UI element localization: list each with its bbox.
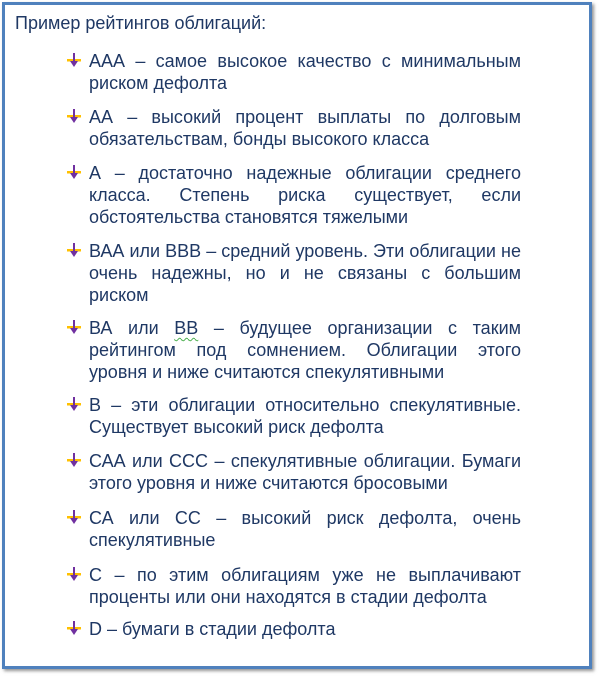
list-item [65, 450, 521, 494]
down-arrow-bar-icon [66, 452, 82, 468]
down-arrow-bar-icon [66, 319, 82, 335]
list-item-text: ВАА или ВВВ – средний уровень. Эти облигации не очень надежны, но и не связаны с большим риском [89, 241, 521, 305]
list-item-text [89, 318, 521, 382]
list-item [65, 394, 521, 438]
list-item-text: АА – высокий процент выплаты по долговым обязательствам, бонды высокого класса [89, 107, 521, 149]
down-arrow-bar-icon [66, 620, 82, 636]
list-item [65, 162, 521, 228]
list-item-text: D – бумаги в стадии дефолта [89, 619, 336, 639]
list-item [65, 618, 521, 640]
list-item [65, 240, 521, 306]
down-arrow-bar-icon [66, 242, 82, 258]
list-item-text: ААА – самое высокое качество с минимальным риском дефолта [89, 51, 521, 93]
list-item [65, 50, 521, 94]
down-arrow-bar-icon [66, 52, 82, 68]
down-arrow-bar-icon [66, 396, 82, 412]
ratings-list [65, 50, 521, 653]
list-item [65, 106, 521, 150]
list-item-text: С – по этим облигациям уже не выплачивают проценты или они находятся в стадии дефолта [89, 565, 521, 607]
list-item-text: В – эти облигации относительно спекулятивные. Существует высокий риск дефолта [89, 395, 521, 437]
list-item-text: А – достаточно надежные облигации среднего класса. Степень риска существует, если обстоятельства становятся тяжелыми [89, 163, 521, 227]
page-heading: Пример рейтингов облигаций: [15, 13, 267, 33]
down-arrow-bar-icon [66, 164, 82, 180]
list-item-text: СА или СС – высокий риск дефолта, очень спекулятивные [89, 508, 521, 550]
list-item [65, 317, 521, 383]
list-item-text-before: ВА или [89, 318, 175, 338]
list-item-text-after: – будущее организации с таким рейтингом под сомнением. Облигации этого уровня и ниже считаются спекулятивными [89, 318, 522, 382]
down-arrow-bar-icon [66, 566, 82, 582]
list-item [65, 564, 521, 608]
down-arrow-bar-icon [66, 509, 82, 525]
list-item-text: САА или ССС – спекулятивные облигации. Бумаги этого уровня и ниже считаются бросовыми [89, 451, 521, 493]
list-item [65, 507, 521, 551]
down-arrow-bar-icon [66, 108, 82, 124]
content-frame [2, 2, 592, 669]
spellcheck-marked-word: ВВ [174, 318, 199, 338]
